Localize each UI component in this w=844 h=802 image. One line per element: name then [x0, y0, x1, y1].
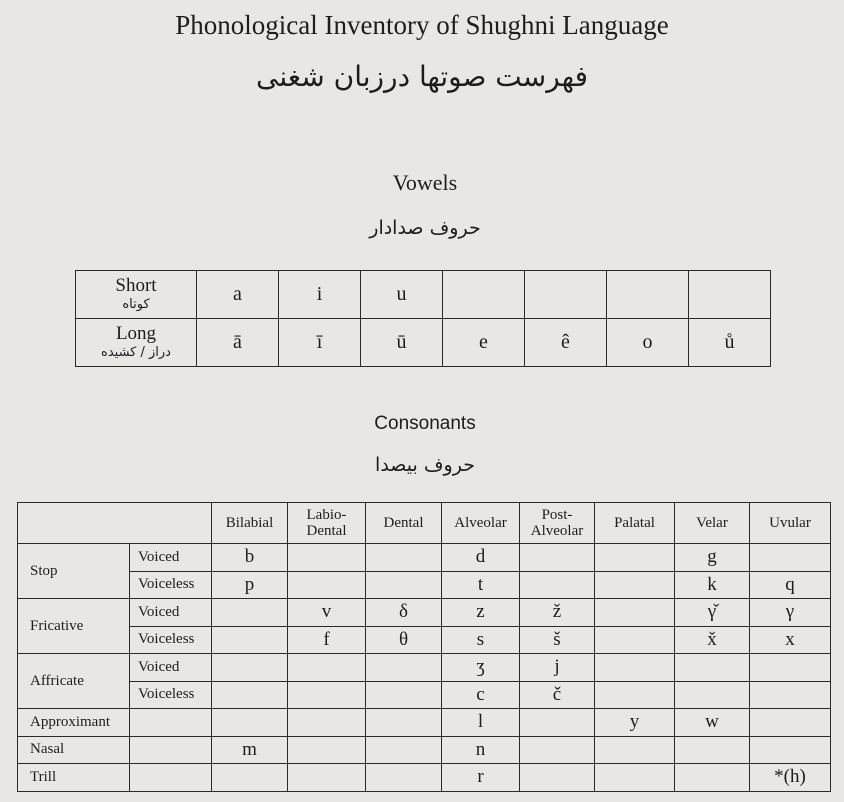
column-header: Alveolar: [442, 503, 520, 544]
consonant-cell: [366, 709, 442, 737]
consonant-cell: [595, 626, 675, 654]
voicing-label: Voiced: [130, 654, 212, 682]
voicing-label: Voiced: [130, 599, 212, 627]
vowel-cell: ī: [279, 319, 361, 367]
voicing-empty: [130, 764, 212, 792]
voicing-empty: [130, 736, 212, 764]
consonant-cell: [288, 681, 366, 709]
consonant-cell: [595, 544, 675, 572]
consonant-cell: [595, 571, 675, 599]
header-corner: [18, 503, 212, 544]
consonant-cell: [366, 681, 442, 709]
consonant-cell: [212, 599, 288, 627]
consonant-cell: [595, 654, 675, 682]
consonant-cell: [750, 736, 831, 764]
consonant-cell: q: [750, 571, 831, 599]
consonant-cell: j: [520, 654, 595, 682]
vowels-row-label-fa: دراز / کشیده: [101, 344, 171, 360]
consonant-cell: [288, 709, 366, 737]
voicing-label: Voiced: [130, 544, 212, 572]
vowel-cell: ê: [525, 319, 607, 367]
consonant-cell: [212, 681, 288, 709]
consonant-cell: x: [750, 626, 831, 654]
column-header: Bilabial: [212, 503, 288, 544]
consonant-row-nasal: [18, 736, 831, 764]
consonant-cell: v: [288, 599, 366, 627]
consonant-cell: [675, 654, 750, 682]
consonant-cell: [288, 544, 366, 572]
consonants-heading: Consonants: [374, 413, 476, 434]
consonant-cell: g: [675, 544, 750, 572]
consonant-cell: γ̌: [675, 599, 750, 627]
vowel-cell: i: [279, 271, 361, 319]
vowels-row-long: [76, 319, 771, 367]
consonant-row-stop-voiceless: [18, 571, 831, 599]
consonant-cell: [595, 736, 675, 764]
column-header: Dental: [366, 503, 442, 544]
vowels-row-short: [76, 271, 771, 319]
voicing-label: Voiceless: [130, 626, 212, 654]
consonant-cell: [212, 626, 288, 654]
vowel-cell: ā: [197, 319, 279, 367]
manner-label: Nasal: [18, 736, 130, 764]
consonant-cell: [366, 736, 442, 764]
column-header: Uvular: [750, 503, 831, 544]
consonant-cell: [288, 571, 366, 599]
consonant-cell: t: [442, 571, 520, 599]
consonant-cell: š: [520, 626, 595, 654]
consonant-cell: m: [212, 736, 288, 764]
consonant-cell: [675, 736, 750, 764]
consonant-cell: [212, 654, 288, 682]
consonant-cell: *(h): [750, 764, 831, 792]
consonant-cell: p: [212, 571, 288, 599]
consonants-heading-persian: حروف بیصدا: [375, 454, 475, 476]
consonant-cell: č: [520, 681, 595, 709]
voicing-empty: [130, 709, 212, 737]
manner-label: Fricative: [18, 599, 130, 654]
consonant-cell: [520, 736, 595, 764]
consonant-cell: b: [212, 544, 288, 572]
consonant-cell: θ: [366, 626, 442, 654]
consonant-cell: [595, 764, 675, 792]
consonant-cell: [595, 599, 675, 627]
consonant-cell: γ: [750, 599, 831, 627]
consonant-cell: [750, 654, 831, 682]
manner-label: Approximant: [18, 709, 130, 737]
vowel-cell: [689, 271, 771, 319]
vowels-table: [75, 270, 771, 367]
consonant-cell: [520, 571, 595, 599]
consonant-cell: [675, 681, 750, 709]
consonant-cell: [288, 654, 366, 682]
vowel-cell: u: [361, 271, 443, 319]
consonant-cell: x̌: [675, 626, 750, 654]
consonant-cell: l: [442, 709, 520, 737]
vowel-cell: [443, 271, 525, 319]
vowel-cell: [607, 271, 689, 319]
vowels-row-label-en: Long: [115, 322, 157, 344]
consonant-cell: [675, 764, 750, 792]
consonant-cell: ʒ: [442, 654, 520, 682]
manner-label: Stop: [18, 544, 130, 599]
vowel-cell: [525, 271, 607, 319]
consonant-cell: f: [288, 626, 366, 654]
consonant-cell: [366, 764, 442, 792]
vowels-heading-persian: حروف صدادار: [369, 217, 481, 239]
consonant-cell: [288, 736, 366, 764]
consonant-cell: [212, 709, 288, 737]
consonant-row-affricate-voiced: [18, 654, 831, 682]
consonant-cell: [750, 544, 831, 572]
vowel-cell: e: [443, 319, 525, 367]
consonants-table: [17, 502, 831, 792]
consonant-cell: [288, 764, 366, 792]
consonant-cell: [366, 654, 442, 682]
column-header: Velar: [675, 503, 750, 544]
column-header: Post- Alveolar: [520, 503, 595, 544]
vowel-cell: ū: [361, 319, 443, 367]
consonant-cell: [750, 709, 831, 737]
consonant-row-fricative-voiced: [18, 599, 831, 627]
consonant-cell: [750, 681, 831, 709]
column-header: Labio- Dental: [288, 503, 366, 544]
consonant-row-affricate-voiceless: [18, 681, 831, 709]
page-title: Phonological Inventory of Shughni Language: [175, 10, 669, 40]
consonant-cell: [520, 764, 595, 792]
vowels-row-label-fa: کوتاه: [122, 296, 150, 312]
page-title-persian: فهرست صوتها درزبان شغنی: [255, 60, 589, 93]
consonants-header-row: [18, 503, 831, 544]
voicing-label: Voiceless: [130, 571, 212, 599]
consonant-cell: ž: [520, 599, 595, 627]
consonant-cell: [595, 681, 675, 709]
consonant-cell: c: [442, 681, 520, 709]
vowels-row-label: [76, 271, 197, 319]
consonant-cell: [366, 571, 442, 599]
consonant-cell: y: [595, 709, 675, 737]
consonant-cell: n: [442, 736, 520, 764]
manner-label: Affricate: [18, 654, 130, 709]
consonant-cell: w: [675, 709, 750, 737]
vowel-cell: o: [607, 319, 689, 367]
consonant-cell: [212, 764, 288, 792]
manner-label: Trill: [18, 764, 130, 792]
vowel-cell: a: [197, 271, 279, 319]
vowels-row-label: [76, 319, 197, 367]
vowels-row-label-en: Short: [115, 274, 157, 296]
consonant-row-fricative-voiceless: [18, 626, 831, 654]
consonant-cell: [520, 544, 595, 572]
vowels-heading: Vowels: [392, 170, 458, 195]
vowel-cell: ů: [689, 319, 771, 367]
consonant-cell: k: [675, 571, 750, 599]
consonant-cell: [520, 709, 595, 737]
consonant-row-trill: [18, 764, 831, 792]
column-header: Palatal: [595, 503, 675, 544]
consonant-cell: δ: [366, 599, 442, 627]
consonant-row-stop-voiced: [18, 544, 831, 572]
consonant-cell: r: [442, 764, 520, 792]
consonant-cell: s: [442, 626, 520, 654]
consonant-cell: [366, 544, 442, 572]
consonant-cell: d: [442, 544, 520, 572]
consonant-row-approximant: [18, 709, 831, 737]
consonant-cell: z: [442, 599, 520, 627]
voicing-label: Voiceless: [130, 681, 212, 709]
